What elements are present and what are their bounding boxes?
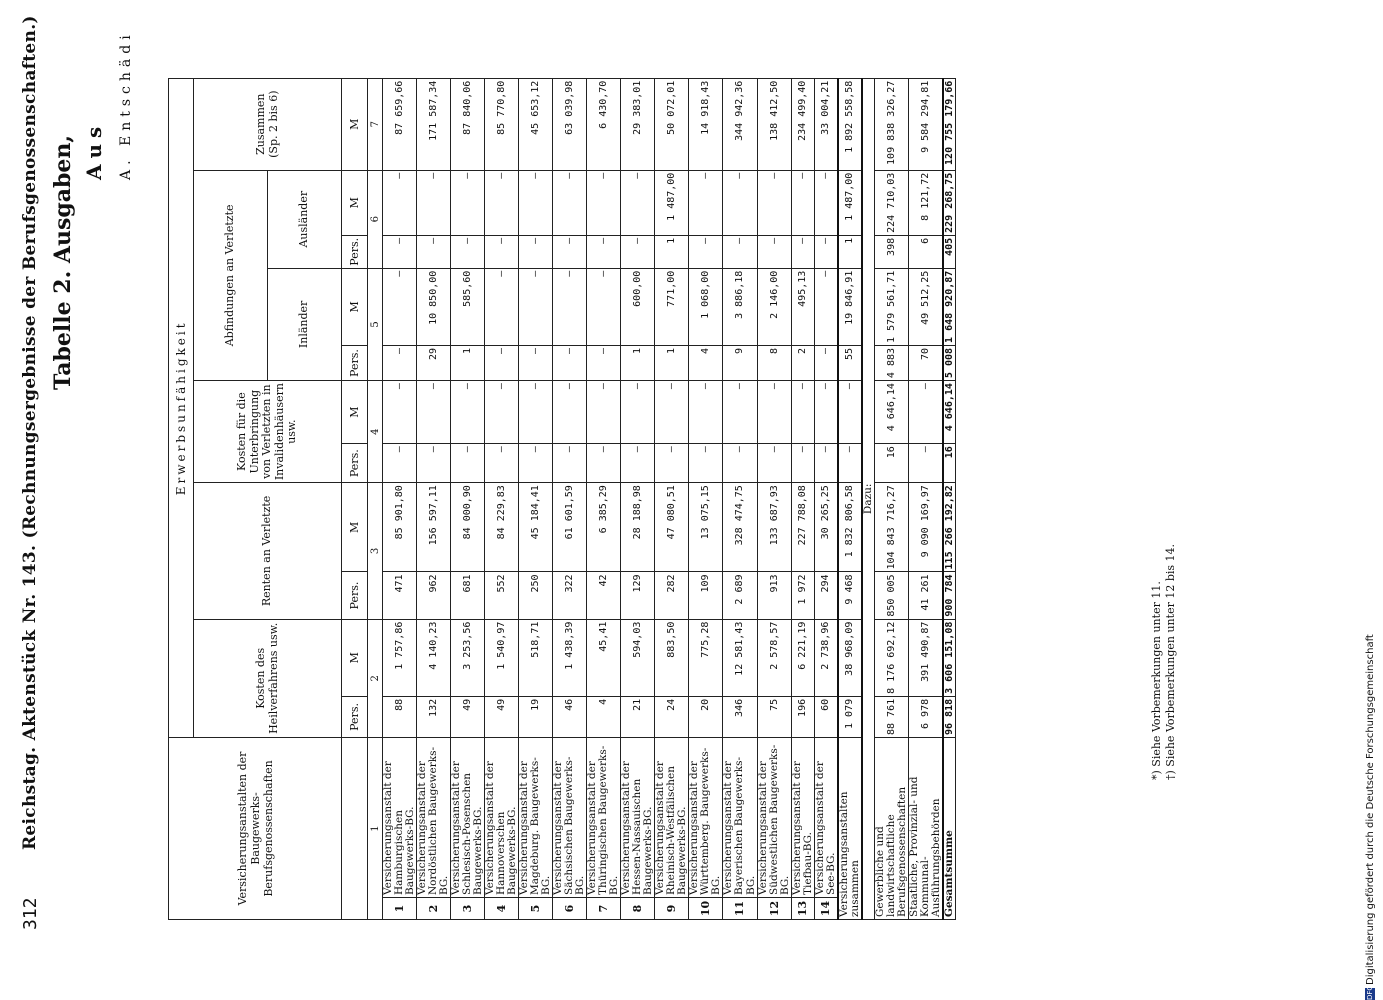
cell-m5: 19 846,91 — [838, 268, 862, 345]
cell-p5: 2 — [791, 345, 814, 380]
cell-p6: 6 — [908, 235, 943, 268]
cell-p5: — — [519, 345, 553, 380]
cell-m6: — — [587, 170, 621, 235]
cell-m3: 30 265,25 — [814, 483, 838, 572]
cell-p3: 552 — [485, 572, 519, 619]
cell-p5: 29 — [417, 345, 451, 380]
cell-p4: — — [908, 444, 943, 483]
cell-m6: — — [723, 170, 757, 235]
cell-p3: 850 005 — [874, 572, 908, 619]
cell-m7: 14 918,43 — [689, 78, 723, 170]
row-label: Gesamtsumme — [943, 738, 956, 920]
unit-pers: Pers. — [342, 345, 368, 380]
cell-p6: 1 — [838, 235, 862, 268]
cell-m6: — — [553, 170, 587, 235]
row-index: 14 — [814, 898, 838, 920]
cell-p5: 4 883 — [874, 345, 908, 380]
cell-p4: — — [723, 444, 757, 483]
cell-p3: 294 — [814, 572, 838, 619]
cell-m7: 29 383,01 — [621, 78, 655, 170]
cell-m4: — — [383, 381, 417, 444]
unit-row — [342, 78, 368, 919]
row-label: Versicherungsanstalt der Württemberg. Baugewerks-BG. — [689, 738, 723, 898]
cell-p4: — — [417, 444, 451, 483]
column-number: 4 — [368, 381, 383, 483]
row-index: 10 — [689, 898, 723, 920]
unit-pers: Pers. — [342, 696, 368, 737]
cell-m7: 87 659,66 — [383, 78, 417, 170]
cell-p2: 96 818 — [943, 696, 956, 737]
row-label: Versicherungsanstalt der Südwestlichen Baugewerks-BG. — [757, 738, 791, 898]
cell-p5: — — [587, 345, 621, 380]
cell-p3: 471 — [383, 572, 417, 619]
cell-p6: — — [451, 235, 485, 268]
row-label: Versicherungsanstalt der See-BG. — [814, 738, 838, 898]
column-number: 7 — [368, 78, 383, 170]
cell-p4: — — [519, 444, 553, 483]
cell-m6: 8 121,72 — [908, 170, 943, 235]
column-number: 3 — [368, 483, 383, 619]
cell-p3: 109 — [689, 572, 723, 619]
cell-m7: 138 412,50 — [757, 78, 791, 170]
row-index: 8 — [621, 898, 655, 920]
cell-m3: 227 788,08 — [791, 483, 814, 572]
group-header: Erwerbsunfähigkeit — [169, 78, 194, 737]
cell-p6: — — [587, 235, 621, 268]
footer-text: Digitalisierung gefördert durch die Deutsche Forschungsgemeinschaft — [1365, 634, 1376, 985]
cell-p2: 132 — [417, 696, 451, 737]
unit-mark: M — [342, 170, 368, 235]
cell-m7: 109 838 326,27 — [874, 78, 908, 170]
row-index: 11 — [723, 898, 757, 920]
cell-p5: 8 — [757, 345, 791, 380]
cell-m7: 45 653,12 — [519, 78, 553, 170]
row-label: Versicherungsanstalt der Sächsischen Baugewerks-BG. — [553, 738, 587, 898]
h4-header: Kosten für die Unterbringung von Verletzten in Invalidenhäusern usw. — [194, 381, 342, 483]
h2-header: Kosten des Heilverfahrens usw. — [194, 619, 342, 737]
row-label: Versicherungsanstalten zusammen — [838, 738, 862, 920]
cell-m2: 594,03 — [621, 619, 655, 696]
table-row — [451, 78, 485, 919]
cell-m7: 344 942,36 — [723, 78, 757, 170]
cell-m6: 224 710,03 — [874, 170, 908, 235]
cell-m3: 115 266 192,82 — [943, 483, 956, 572]
cell-m7: 9 584 294,81 — [908, 78, 943, 170]
cell-p4: — — [814, 444, 838, 483]
cell-m2: 518,71 — [519, 619, 553, 696]
table-row — [838, 78, 862, 919]
cell-p6: 405 — [943, 235, 956, 268]
row-label: Versicherungsanstalt der Hessen-Nassauischen Baugewerks-BG. — [621, 738, 655, 898]
cell-m3: 47 080,51 — [655, 483, 689, 572]
column-number: 2 — [368, 619, 383, 737]
row-label: Staatliche, Provinzial- und Kommunal-Ausführungsbehörden — [908, 738, 943, 920]
cell-m6: — — [383, 170, 417, 235]
cell-m5: — — [587, 268, 621, 345]
cell-m2: 2 738,96 — [814, 619, 838, 696]
cell-p5: — — [553, 345, 587, 380]
cell-m2: 45,41 — [587, 619, 621, 696]
cell-m3: 84 000,90 — [451, 483, 485, 572]
page-title: Reichstag. Aktenstück Nr. 143. (Rechnungsergebnisse der Berufsgenossenschaften.) — [20, 15, 40, 850]
table-row — [519, 78, 553, 919]
cell-p6: — — [621, 235, 655, 268]
cell-p4: — — [791, 444, 814, 483]
cell-p6: — — [553, 235, 587, 268]
footnotes — [1150, 544, 1178, 780]
cell-p4: — — [689, 444, 723, 483]
row-label: Gewerbliche und landwirtschaftliche Berufsgenossenschaften — [874, 738, 908, 920]
cell-p4: — — [655, 444, 689, 483]
cell-m2: 3 606 151,08 — [943, 619, 956, 696]
cell-p2: 75 — [757, 696, 791, 737]
unit-mark: M — [342, 381, 368, 444]
cell-m6: — — [814, 170, 838, 235]
cell-p2: 6 978 — [908, 696, 943, 737]
cell-m5: 1 068,00 — [689, 268, 723, 345]
cell-p5: 70 — [908, 345, 943, 380]
cell-m2: 6 221,19 — [791, 619, 814, 696]
cell-p3: 900 784 — [943, 572, 956, 619]
cell-m6: 1 487,00 — [655, 170, 689, 235]
table-row — [791, 78, 814, 919]
unit-mark: M — [342, 619, 368, 696]
cell-p3: 9 468 — [838, 572, 862, 619]
cell-p5: 4 — [689, 345, 723, 380]
cell-p2: 1 079 — [838, 696, 862, 737]
unit-mark: M — [342, 78, 368, 170]
cell-p4: — — [451, 444, 485, 483]
cell-m5: 600,00 — [621, 268, 655, 345]
cell-p6: 1 — [655, 235, 689, 268]
cell-p2: 46 — [553, 696, 587, 737]
table-row — [587, 78, 621, 919]
cell-p3: 282 — [655, 572, 689, 619]
cell-m5: 771,00 — [655, 268, 689, 345]
cell-p5: 1 — [655, 345, 689, 380]
cell-m3: 85 901,80 — [383, 483, 417, 572]
cell-p6: — — [519, 235, 553, 268]
cell-m2: 391 490,87 — [908, 619, 943, 696]
cell-m3: 156 597,11 — [417, 483, 451, 572]
column-number: 5 — [368, 268, 383, 380]
cell-m6: — — [485, 170, 519, 235]
cell-m5: 2 146,00 — [757, 268, 791, 345]
cell-m6: — — [451, 170, 485, 235]
cell-m5: 1 648 920,87 — [943, 268, 956, 345]
cell-m4: — — [519, 381, 553, 444]
cell-p4: — — [587, 444, 621, 483]
row-index: 6 — [553, 898, 587, 920]
cell-p2: 20 — [689, 696, 723, 737]
cell-m5: 49 512,25 — [908, 268, 943, 345]
cell-m2: 2 578,57 — [757, 619, 791, 696]
cell-p2: 196 — [791, 696, 814, 737]
table-row — [943, 78, 956, 919]
page-header — [20, 15, 46, 930]
cell-p4: — — [838, 444, 862, 483]
cell-m5: — — [383, 268, 417, 345]
column-number: 6 — [368, 170, 383, 268]
row-index: 2 — [417, 898, 451, 920]
cell-m2: 12 581,43 — [723, 619, 757, 696]
row-index: 9 — [655, 898, 689, 920]
cell-m2: 1 540,97 — [485, 619, 519, 696]
cell-p4: — — [485, 444, 519, 483]
row-index: 5 — [519, 898, 553, 920]
cell-m4: — — [417, 381, 451, 444]
section-aus: Aus — [82, 120, 106, 180]
row-label: Versicherungsanstalt der Schlesisch-Posenschen Baugewerks-BG. — [451, 738, 485, 898]
cell-m7: 120 755 179,66 — [943, 78, 956, 170]
row-label: Versicherungsanstalt der Bayerischen Baugewerks-BG. — [723, 738, 757, 898]
unit-pers: Pers. — [342, 444, 368, 483]
cell-p5: — — [383, 345, 417, 380]
cell-m5: — — [553, 268, 587, 345]
unit-mark: M — [342, 268, 368, 345]
cell-m4: — — [587, 381, 621, 444]
footnote-1: *) Siehe Vorbemerkungen unter 11. — [1150, 581, 1163, 780]
h6-header: Ausländer — [268, 170, 342, 268]
cell-p4: — — [553, 444, 587, 483]
cell-m4: — — [621, 381, 655, 444]
cell-m2: 1 438,39 — [553, 619, 587, 696]
table-row — [689, 78, 723, 919]
cell-m6: — — [757, 170, 791, 235]
cell-m7: 33 004,21 — [814, 78, 838, 170]
table-row — [874, 78, 908, 919]
cell-m4: — — [689, 381, 723, 444]
abfindungen-header: Abfindungen an Verletzte — [194, 170, 268, 380]
cell-m4: — — [791, 381, 814, 444]
cell-m7: 87 840,06 — [451, 78, 485, 170]
cell-p3: 250 — [519, 572, 553, 619]
cell-p5: 9 — [723, 345, 757, 380]
cell-p5: — — [485, 345, 519, 380]
table-row — [417, 78, 451, 919]
cell-p6: — — [485, 235, 519, 268]
cell-m5: — — [814, 268, 838, 345]
cell-p3: 681 — [451, 572, 485, 619]
cell-p2: 88 — [383, 696, 417, 737]
h3-header: Renten an Verletzte — [194, 483, 342, 619]
cell-m4: — — [553, 381, 587, 444]
table-row — [723, 78, 757, 919]
cell-m4: — — [723, 381, 757, 444]
row-index: 13 — [791, 898, 814, 920]
table-row — [655, 78, 689, 919]
cell-m7: 171 587,34 — [417, 78, 451, 170]
cell-m3: 133 687,93 — [757, 483, 791, 572]
cell-m3: 13 075,15 — [689, 483, 723, 572]
footer-credit — [1365, 0, 1376, 1000]
cell-m3: 104 843 716,27 — [874, 483, 908, 572]
cell-m6: 229 268,75 — [943, 170, 956, 235]
cell-m4: — — [655, 381, 689, 444]
cell-p4: — — [621, 444, 655, 483]
cell-m7: 6 430,70 — [587, 78, 621, 170]
cell-p6: — — [383, 235, 417, 268]
unit-pers: Pers. — [342, 572, 368, 619]
h5-header: Inländer — [268, 268, 342, 380]
cell-p3: 913 — [757, 572, 791, 619]
cell-p5: 1 — [451, 345, 485, 380]
cell-m3: 9 090 169,97 — [908, 483, 943, 572]
cell-m6: — — [689, 170, 723, 235]
unit-pers: Pers. — [342, 235, 368, 268]
cell-m6: 1 487,00 — [838, 170, 862, 235]
cell-m5: 1 579 561,71 — [874, 268, 908, 345]
cell-m6: — — [519, 170, 553, 235]
cell-m4: — — [757, 381, 791, 444]
cell-m2: 38 968,09 — [838, 619, 862, 696]
column-number-row — [368, 78, 383, 919]
cell-m2: 775,28 — [689, 619, 723, 696]
expenditure-table — [168, 78, 956, 920]
cell-m7: 50 072,01 — [655, 78, 689, 170]
col1-header: Versicherungsanstalten der Baugewerks-Berufsgenossenschaften — [169, 738, 342, 920]
table-row — [383, 78, 417, 919]
cell-p2: 88 761 — [874, 696, 908, 737]
cell-m3: 45 184,41 — [519, 483, 553, 572]
cell-p6: 398 — [874, 235, 908, 268]
dazu-row — [862, 78, 875, 919]
cell-p2: 49 — [451, 696, 485, 737]
cell-m2: 3 253,56 — [451, 619, 485, 696]
cell-m5: — — [519, 268, 553, 345]
cell-p2: 60 — [814, 696, 838, 737]
unit-mark: M — [342, 483, 368, 572]
cell-p4: 16 — [874, 444, 908, 483]
cell-p4: 16 — [943, 444, 956, 483]
row-label: Versicherungsanstalt der Nordöstlichen Baugewerks-BG. — [417, 738, 451, 898]
cell-m4: — — [814, 381, 838, 444]
row-label: Versicherungsanstalt der Hannoverschen Baugewerks-BG. — [485, 738, 519, 898]
cell-m5: 495,13 — [791, 268, 814, 345]
cell-p2: 19 — [519, 696, 553, 737]
row-label: Versicherungsanstalt der Hamburgischen Baugewerks-BG. — [383, 738, 417, 898]
cell-p2: 24 — [655, 696, 689, 737]
cell-m7: 234 499,40 — [791, 78, 814, 170]
cell-p6: — — [791, 235, 814, 268]
cell-p5: 5 008 — [943, 345, 956, 380]
cell-m4: 4 646,14 — [943, 381, 956, 444]
cell-p3: 1 972 — [791, 572, 814, 619]
cell-p4: — — [383, 444, 417, 483]
row-index: 1 — [383, 898, 417, 920]
cell-m4: — — [485, 381, 519, 444]
cell-p6: — — [814, 235, 838, 268]
cell-p3: 42 — [587, 572, 621, 619]
cell-m2: 1 757,86 — [383, 619, 417, 696]
row-index: 3 — [451, 898, 485, 920]
cell-m5: — — [485, 268, 519, 345]
cell-m6: — — [791, 170, 814, 235]
row-label: Versicherungsanstalt der Magdeburg. Baugewerks-BG. — [519, 738, 553, 898]
cell-m2: 883,50 — [655, 619, 689, 696]
dazu-label: Dazu: — [862, 78, 875, 919]
cell-m5: 10 850,00 — [417, 268, 451, 345]
cell-p4: — — [757, 444, 791, 483]
unit-spacer — [342, 738, 368, 920]
cell-m3: 328 474,75 — [723, 483, 757, 572]
table-row — [814, 78, 838, 919]
row-index: 12 — [757, 898, 791, 920]
h7-header: Zusammen (Sp. 2 bis 6) — [194, 78, 342, 170]
cell-m6: — — [417, 170, 451, 235]
cell-p2: 21 — [621, 696, 655, 737]
cell-p5: 1 — [621, 345, 655, 380]
cell-p3: 129 — [621, 572, 655, 619]
section-a: A. Entschädi — [118, 30, 134, 180]
cell-m7: 63 039,98 — [553, 78, 587, 170]
cell-p6: — — [757, 235, 791, 268]
column-number: 1 — [368, 738, 383, 920]
cell-m3: 28 188,98 — [621, 483, 655, 572]
cell-m7: 85 770,80 — [485, 78, 519, 170]
cell-p6: — — [417, 235, 451, 268]
cell-m2: 8 176 692,12 — [874, 619, 908, 696]
row-label: Versicherungsanstalt der Tiefbau-BG. — [791, 738, 814, 898]
cell-p3: 322 — [553, 572, 587, 619]
table-row — [553, 78, 587, 919]
cell-m5: 585,60 — [451, 268, 485, 345]
cell-m7: 1 892 558,58 — [838, 78, 862, 170]
page-number: 312 — [20, 897, 41, 930]
cell-p5: 55 — [838, 345, 862, 380]
cell-m4: — — [908, 381, 943, 444]
table-body — [383, 78, 956, 919]
dfg-logo-icon: DFG — [1366, 985, 1374, 1000]
row-index: 7 — [587, 898, 621, 920]
cell-m3: 84 229,83 — [485, 483, 519, 572]
cell-m3: 6 385,29 — [587, 483, 621, 572]
cell-m6: — — [621, 170, 655, 235]
cell-m2: 4 140,23 — [417, 619, 451, 696]
table-row — [908, 78, 943, 919]
footnote-2: †) Siehe Vorbemerkungen unter 12 bis 14. — [1163, 543, 1177, 780]
cell-p6: — — [723, 235, 757, 268]
table-row — [485, 78, 519, 919]
cell-p2: 4 — [587, 696, 621, 737]
row-label: Versicherungsanstalt der Thüringischen Baugewerks-BG. — [587, 738, 621, 898]
row-label: Versicherungsanstalt der Rheinisch-Westfälischen Baugewerks-BG. — [655, 738, 689, 898]
table-row — [621, 78, 655, 919]
table-title: Tabelle 2. Ausgaben, — [50, 134, 76, 390]
table-row — [757, 78, 791, 919]
cell-m4: — — [838, 381, 862, 444]
cell-m4: — — [451, 381, 485, 444]
cell-m3: 61 601,59 — [553, 483, 587, 572]
cell-p2: 49 — [485, 696, 519, 737]
cell-p6: — — [689, 235, 723, 268]
cell-p5: — — [814, 345, 838, 380]
cell-m5: 3 886,18 — [723, 268, 757, 345]
cell-p3: 41 261 — [908, 572, 943, 619]
row-index: 4 — [485, 898, 519, 920]
cell-m3: 1 832 806,58 — [838, 483, 862, 572]
cell-p3: 962 — [417, 572, 451, 619]
cell-p2: 346 — [723, 696, 757, 737]
cell-p3: 2 689 — [723, 572, 757, 619]
cell-m4: 4 646,14 — [874, 381, 908, 444]
